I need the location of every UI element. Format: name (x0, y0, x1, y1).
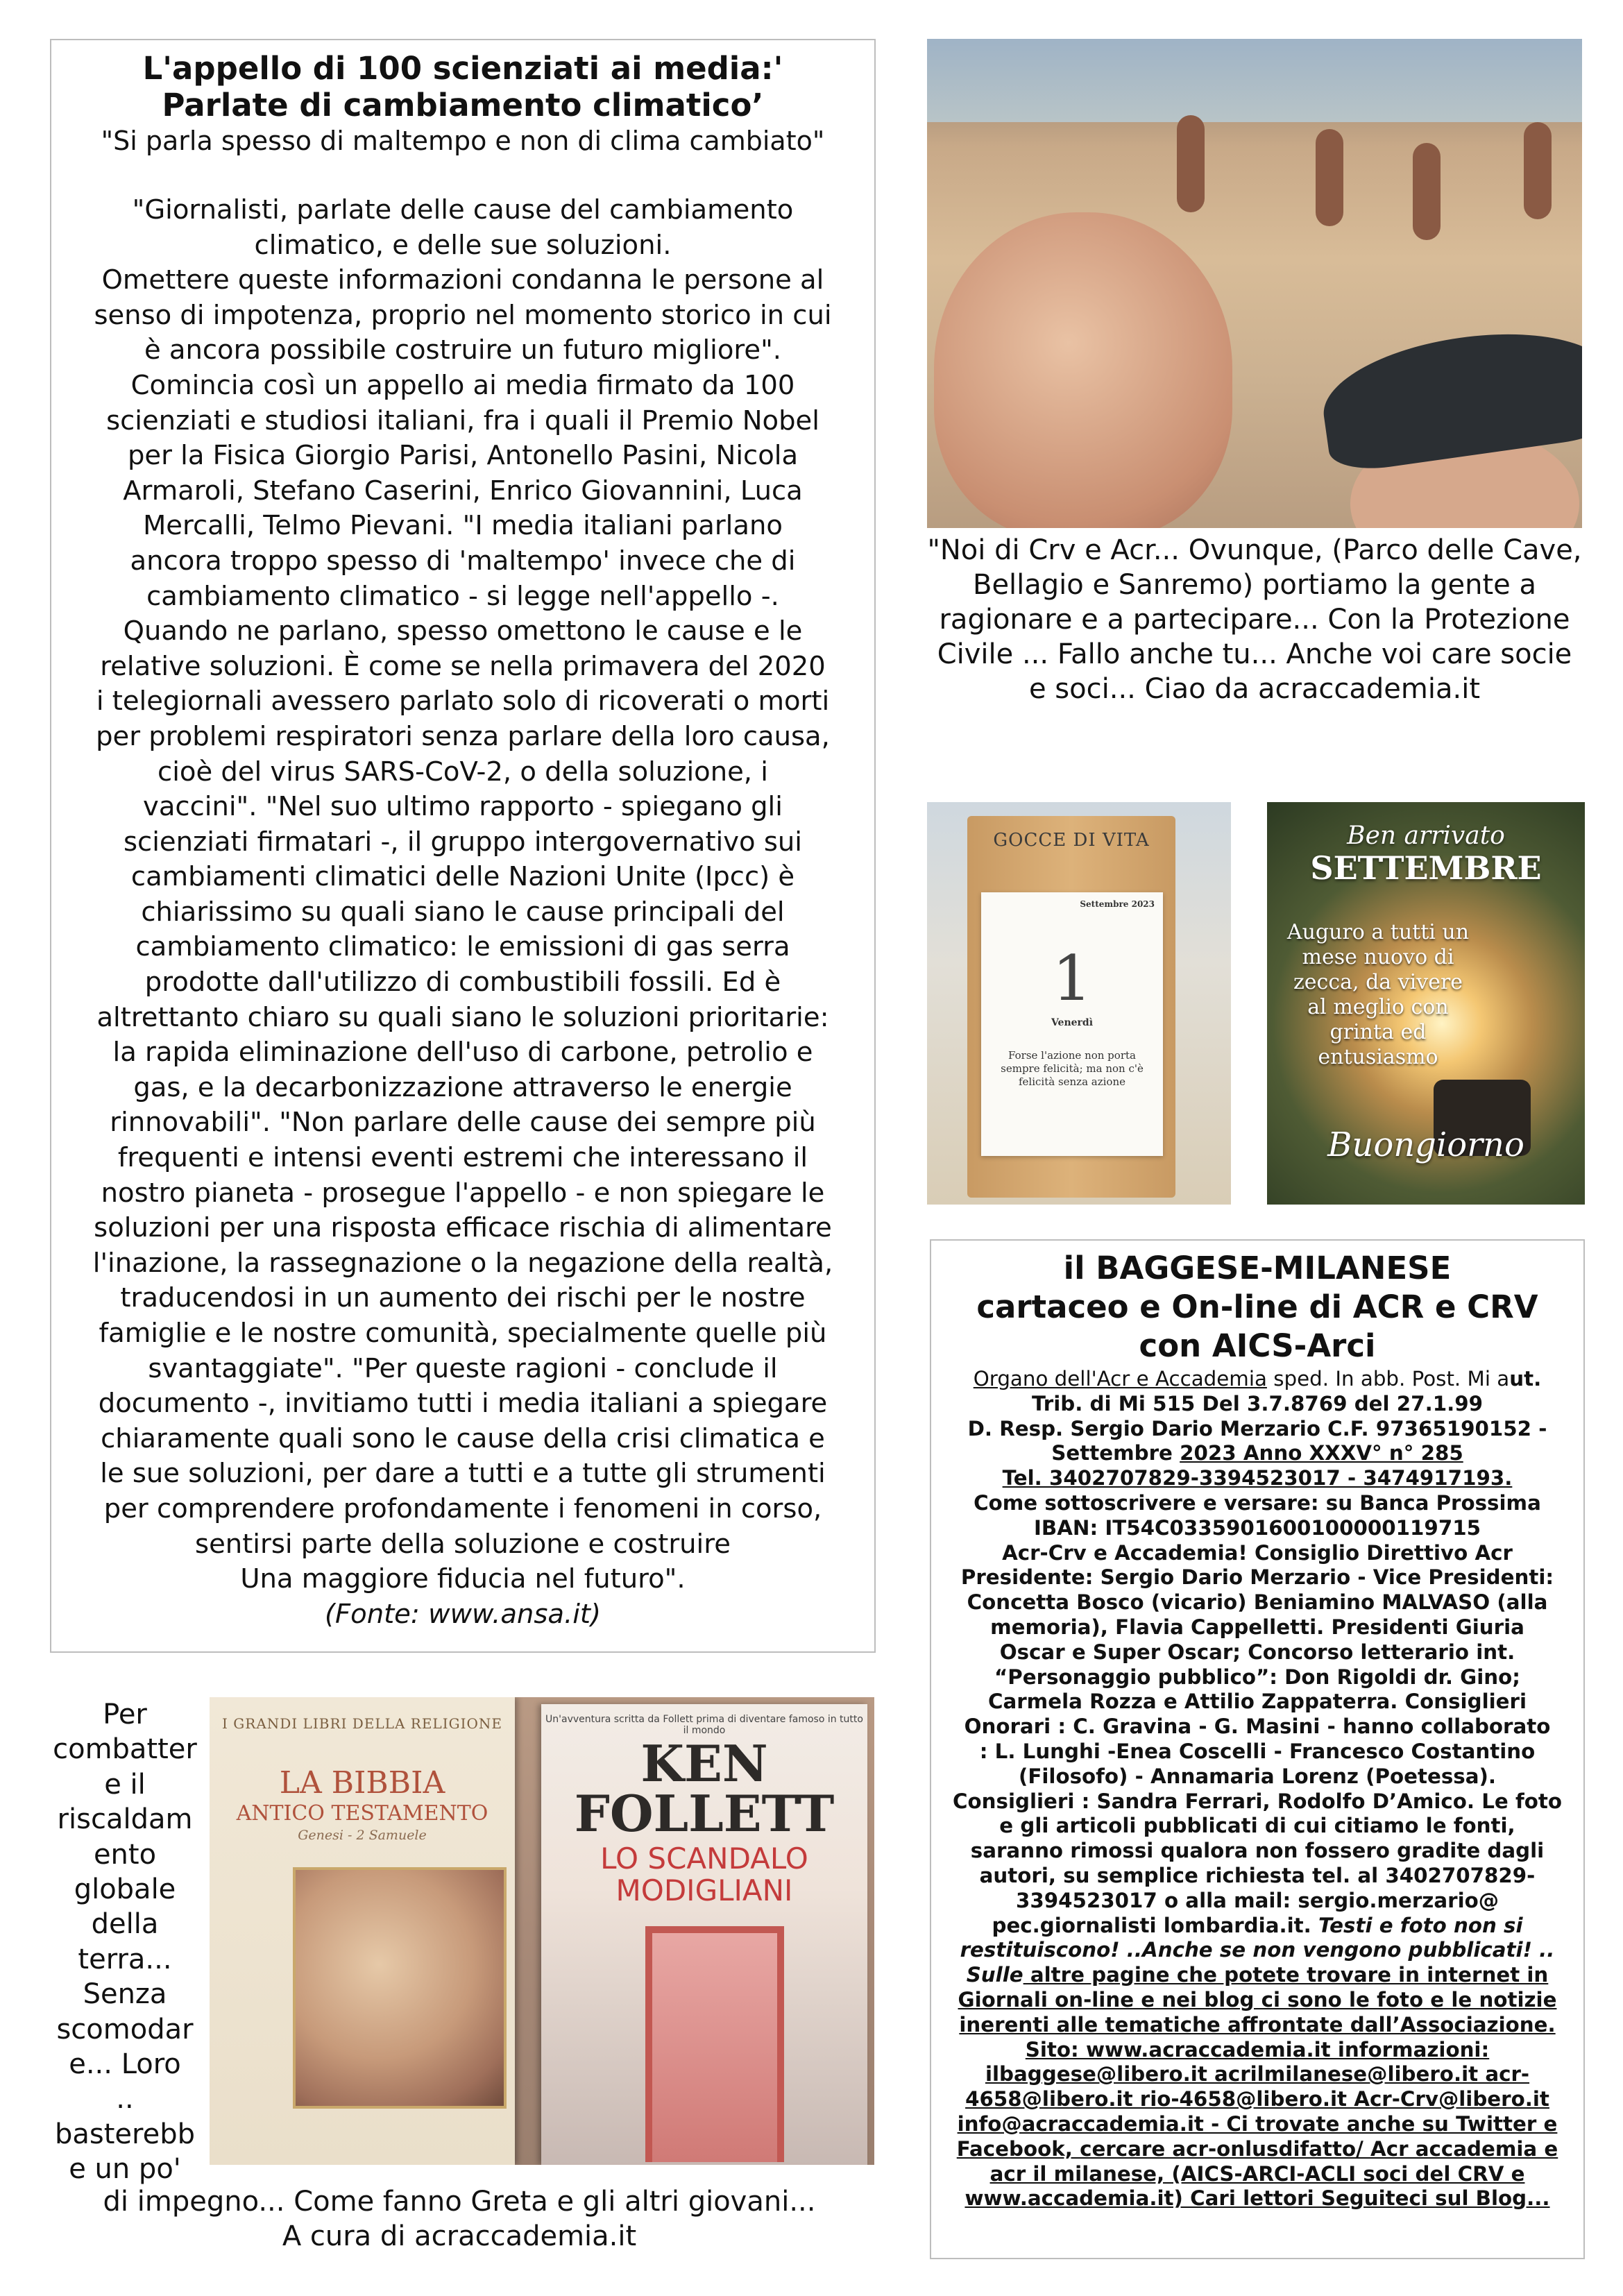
bather-figure (1177, 115, 1205, 212)
article-body-line: i telegiornali avessero parlato solo di ricoverati o morti (96, 686, 830, 717)
masthead-text (940, 1367, 1575, 2211)
masthead-issue-line (940, 1441, 1575, 1466)
masthead-pec-line (940, 1914, 1575, 1939)
article-title-line2: Parlate di cambiamento climatico’ (162, 87, 764, 124)
man-face (934, 212, 1232, 528)
books-side-line: Senza (83, 1978, 167, 2011)
masthead-line: : L. Lunghi -Enea Coscelli - Francesco Costantino (979, 1739, 1536, 1763)
article-body-line: scienziati firmatari -, il gruppo intergovernativo sui (124, 826, 802, 858)
article-body-line: soluzioni per una risposta efficace rischia di alimentare (94, 1212, 832, 1244)
masthead-link-line[interactable]: inerenti alle tematiche affrontate dall’Associazione. (959, 2012, 1556, 2036)
books-side-text (44, 1697, 205, 2187)
follett-book-cover (541, 1704, 867, 2165)
bather-figure (1524, 122, 1552, 219)
article-body-line: chiaramente quali sono le cause della crisi climatica e (101, 1422, 825, 1454)
article-body-line: frequenti e intensi eventi estremi che interessano il (117, 1142, 808, 1174)
article-body-line: per comprendere profondamente i fenomeni in corso, (103, 1493, 822, 1524)
masthead-box (930, 1239, 1585, 2259)
masthead-tel-line: Tel. 3402707829-3394523017 - 3474917193. (1002, 1466, 1513, 1490)
article-body-line: cambiamenti climatici delle Nazioni Unite (Ipcc) è (130, 861, 795, 893)
masthead-line: IBAN: IT54C0335901600100000119715 (1034, 1515, 1481, 1540)
books-side-line: e un po' (69, 2153, 181, 2186)
article-body-line: è ancora possibile costruire un futuro migliore". (144, 334, 782, 366)
greeting-wish: Auguro a tutti un mese nuovo di zecca, da vivere al meglio con grinta ed entusiasmo (1286, 920, 1470, 1069)
pec-text: pec.giornalisti lombardia.it. (992, 1913, 1318, 1937)
article-body-line: rinnovabili". "Non parlare delle cause dei sempre più (110, 1107, 816, 1139)
bather-figure (1316, 129, 1343, 226)
masthead-link-line[interactable]: Sito: www.acraccademia.it informazioni: (1025, 2037, 1490, 2061)
beach-caption: "Noi di Crv e Acr... Ovunque, (Parco delle Cave, Bellagio e Sanremo) portiamo la gente a ragionare e a partecipare... Con la Protezione Civile ... Fallo anche tu... Anche voi care socie e soci... Ciao da acraccademia.it (927, 534, 1582, 705)
article-body-line: svantaggiate". "Per queste ragioni - conclude il (148, 1352, 778, 1384)
books-side-line: ento (93, 1838, 157, 1871)
greeting-closing: Buongiorno (1327, 1125, 1524, 1164)
article-body-line: Omettere queste informazioni condanna le persone al (101, 264, 824, 296)
bible-series: I GRANDI LIBRI DELLA RELIGIONE (222, 1715, 502, 1732)
masthead-link-line[interactable]: acr il milanese, (AICS-ARCI-ACLI soci del CRV e (989, 2161, 1525, 2186)
masthead-title (940, 1249, 1575, 1366)
article-body-line: relative soluzioni. È come se nella primavera del 2020 (100, 650, 826, 682)
bible-subtitle: ANTICO TESTAMENTO (236, 1801, 488, 1826)
masthead-title-line: con AICS-Arci (1139, 1327, 1376, 1364)
article-body-line: sentirsi parte della soluzione e costruire (195, 1528, 731, 1560)
article-subtitle: "Si parla spesso di maltempo e non di clima cambiato" (101, 126, 825, 156)
article-body-line: cambiamento climatico: le emissioni di gas serra (135, 931, 790, 963)
article-body-line: per la Fisica Giorgio Parisi, Antonello Pasini, Nicola (127, 440, 799, 472)
books-side-line: Per (103, 1699, 147, 1730)
calendar-page (981, 892, 1163, 1156)
bible-title: LA BIBBIA (279, 1765, 445, 1801)
masthead-line: Acr-Crv e Accademia! Consiglio Direttivo Acr (1002, 1540, 1513, 1565)
article-body-line: famiglie e le nostre comunità, specialmente quelle più (99, 1318, 827, 1349)
masthead-line: saranno rimossi qualora non fossero gradite dagli (970, 1839, 1545, 1863)
masthead-line: Consiglieri : Sandra Ferrari, Rodolfo D’Amico. Le foto (953, 1789, 1562, 1813)
article-body-line: scienziati e studiosi italiani, fra i quali il Premio Nobel (106, 405, 819, 436)
organo-bold: ut. (1509, 1367, 1542, 1391)
books-side-line: .. (116, 2083, 134, 2116)
masthead-line: Concetta Bosco (vicario) Beniamino MALVASO (alla (967, 1590, 1548, 1615)
masthead-underlined-lines (940, 1963, 1575, 2211)
calendar-quote: Forse l'azione non porta sempre felicità; ma non c'è felicità senza azione (1001, 1049, 1144, 1088)
beach-selfie-photo (927, 39, 1582, 528)
masthead-link-line[interactable]: Giornali on-line e nei blog ci sono le foto e le notizie (958, 1987, 1557, 2012)
masthead-line: Trib. di Mi 515 Del 3.7.8769 del 27.1.99 (1032, 1391, 1483, 1415)
calendar-day-number: 1 (1052, 942, 1092, 1015)
calendar-photo (927, 802, 1231, 1205)
pec-italic: Testi e foto non si (1318, 1913, 1523, 1937)
article-box (50, 39, 876, 1653)
article-body-line: cioè del virus SARS-CoV-2, o della soluzione, i (158, 756, 768, 788)
masthead-link-line[interactable]: www.accademia.it) Cari lettori Seguiteci sul Blog... (965, 2186, 1550, 2211)
masthead-line: memoria), Flavia Cappelletti. Presidenti Giuria (990, 1615, 1524, 1639)
underlined-text: altre pagine che potete trovare in internet in (1023, 1963, 1549, 1987)
article-body-line: vaccini". "Nel suo ultimo rapporto - spiegano gli (143, 791, 783, 823)
calendar-day-name: Venerdì (1051, 1017, 1094, 1028)
article-body-line: Mercalli, Telmo Pievani. "I media italiani parlano (143, 510, 783, 542)
books-side-line: terra... (78, 1943, 172, 1975)
follett-author: KEN FOLLETT (574, 1734, 835, 1843)
article-body-line: Armaroli, Stefano Caserini, Enrico Giovannini, Luca (123, 475, 803, 507)
bible-book-cover (210, 1697, 515, 2165)
follett-tagline: Un'avventura scritta da Follett prima di diventare famoso in tutto il mondo (545, 1714, 863, 1736)
masthead-link-line[interactable]: info@acraccademia.it - Ci trovate anche su Twitter e (957, 2111, 1558, 2136)
follett-cover-art (645, 1926, 784, 2162)
masthead-link-line[interactable]: Facebook, cercare acr-onlusdifatto/ Acr accademia e (956, 2136, 1558, 2161)
masthead-link-line[interactable]: ilbaggese@libero.it acrilmilanese@libero.it acr- (985, 2062, 1530, 2086)
masthead-line: e gli articoli pubblicati di cui citiamo le fonti, (999, 1814, 1515, 1838)
article-body-line: la rapida eliminazione dell'uso di carbone, petrolio e (112, 1037, 813, 1069)
article-body-line: prodotte dall'utilizzo di combustibili fossili. Ed è (144, 967, 781, 998)
sulle-italic: Sulle (966, 1963, 1023, 1987)
masthead-line: (Filosofo) - Annamaria Lorenz (Poetessa). (1018, 1764, 1497, 1788)
books-side-line: combatter (53, 1733, 197, 1766)
masthead-organo-line (940, 1367, 1575, 1392)
masthead-link-line[interactable]: 4658@libero.it rio-4658@libero.it Acr-Crv@libero.it (965, 2087, 1549, 2111)
masthead-lines-b (940, 1491, 1575, 1914)
article-body-line: "Giornalisti, parlate delle cause del cambiamento (132, 194, 794, 226)
organo-label: Organo dell'Acr e Accademia (973, 1367, 1267, 1391)
masthead-line: 3394523017 o alla mail: sergio.merzario@ (1015, 1888, 1499, 1912)
article-body-line: ancora troppo spesso di 'maltempo' invece che di (130, 545, 796, 577)
article-body-line: chiarissimo su quali siano le cause principali del (141, 896, 785, 928)
bather-figure (1413, 143, 1441, 240)
article-body-line: Quando ne parlano, spesso omettono le cause e le (123, 615, 803, 647)
bible-books: Genesi - 2 Samuele (298, 1828, 427, 1843)
calendar-brand: GOCCE DI VITA (993, 830, 1150, 851)
organo-rest: sped. In abb. Post. Mi a (1266, 1367, 1510, 1391)
masthead-lines-a (940, 1392, 1575, 1442)
books-side-line: globale (74, 1873, 176, 1906)
books-side-line: riscaldam (57, 1803, 193, 1836)
masthead-italic-line1: restituiscono! ..Anche se non vengono pubblicati! .. (960, 1938, 1555, 1962)
bible-cover-art (293, 1867, 507, 2109)
article-body-line: cambiamento climatico - si legge nell'appello -. (146, 580, 779, 612)
settembre-greeting-photo (1267, 802, 1585, 1205)
sea-area (927, 39, 1582, 122)
article-body-line: documento -, invitiamo tutti i media italiani a spiegare (98, 1388, 828, 1420)
masthead-line: Oscar e Super Oscar; Concorso letterario int. (999, 1640, 1515, 1664)
article-body-line: altrettanto chiaro su quali siano le soluzioni prioritarie: (96, 1001, 829, 1033)
books-photo (210, 1697, 874, 2165)
masthead-line: autori, su semplice richiesta tel. al 3402707829- (979, 1863, 1536, 1887)
article-title-line1: L'appello di 100 scienziati ai media:' (142, 50, 783, 87)
issue-prefix: Settembre (1051, 1441, 1180, 1465)
books-bottom-text (44, 2184, 874, 2254)
issue-number: 2023 Anno XXXV° n° 285 (1180, 1441, 1463, 1465)
article-body-line: Una maggiore fiducia nel futuro". (240, 1563, 686, 1595)
masthead-line: Presidente: Sergio Dario Merzario - Vice Presidenti: (960, 1565, 1554, 1590)
books-side-line: della (91, 1908, 159, 1941)
masthead-line: Carmela Rozza e Attilio Zappaterra. Consiglieri (987, 1690, 1527, 1714)
article-body-line: nostro pianeta - prosegue l'appello - e non spiegare le (101, 1177, 825, 1209)
masthead-title-line: il BAGGESE-MILANESE (1063, 1250, 1452, 1286)
masthead-line: Onorari : C. Gravina - G. Masini - hanno collaborato (964, 1715, 1551, 1739)
books-bottom-line: A cura di acraccademia.it (282, 2220, 637, 2252)
books-side-line: scomodar (56, 2013, 194, 2046)
article-body-line: gas, e la decarbonizzazione attraverso le energie (133, 1071, 792, 1103)
books-side-line: e il (104, 1768, 146, 1801)
masthead-title-line: cartaceo e On-line di ACR e CRV (976, 1289, 1538, 1325)
article-body-line: Comincia così un appello ai media firmato da 100 (130, 369, 795, 401)
calendar-month: Settembre 2023 (1080, 899, 1155, 909)
books-bottom-line: di impegno... Come fanno Greta e gli altri giovani... (103, 2186, 816, 2218)
greeting-month: SETTEMBRE (1310, 849, 1542, 887)
books-side-line: e... Loro (69, 2048, 181, 2081)
article-body-line: l'inazione, la rassegnazione o la negazione della realtà, (92, 1247, 833, 1279)
masthead-line: D. Resp. Sergio Dario Merzario C.F. 97365190152 - (967, 1416, 1547, 1440)
article-source: (Fonte: www.ansa.it) (324, 1598, 602, 1630)
article-body-line: climatico, e delle sue soluzioni. (254, 229, 672, 261)
masthead-line (940, 1963, 1575, 1988)
article-body (60, 193, 866, 1597)
article-body-line: senso di impotenza, proprio nel momento storico in cui (94, 299, 832, 331)
article-body-line: traducendosi in un aumento dei rischi per le nostre (120, 1282, 806, 1314)
greeting-text: Ben arrivato (1347, 822, 1505, 850)
follett-title: LO SCANDALO MODIGLIANI (600, 1842, 808, 1907)
article-body-line: per problemi respiratori senza parlare della loro causa, (96, 720, 830, 752)
masthead-line: Come sottoscrivere e versare: su Banca Prossima (974, 1490, 1541, 1515)
article-body-line: le sue soluzioni, per dare a tutti e a tutte gli strumenti (100, 1458, 826, 1490)
books-side-line: basterebb (55, 2118, 195, 2150)
masthead-line: “Personaggio pubblico”: Don Rigoldi dr. Gino; (994, 1665, 1520, 1689)
